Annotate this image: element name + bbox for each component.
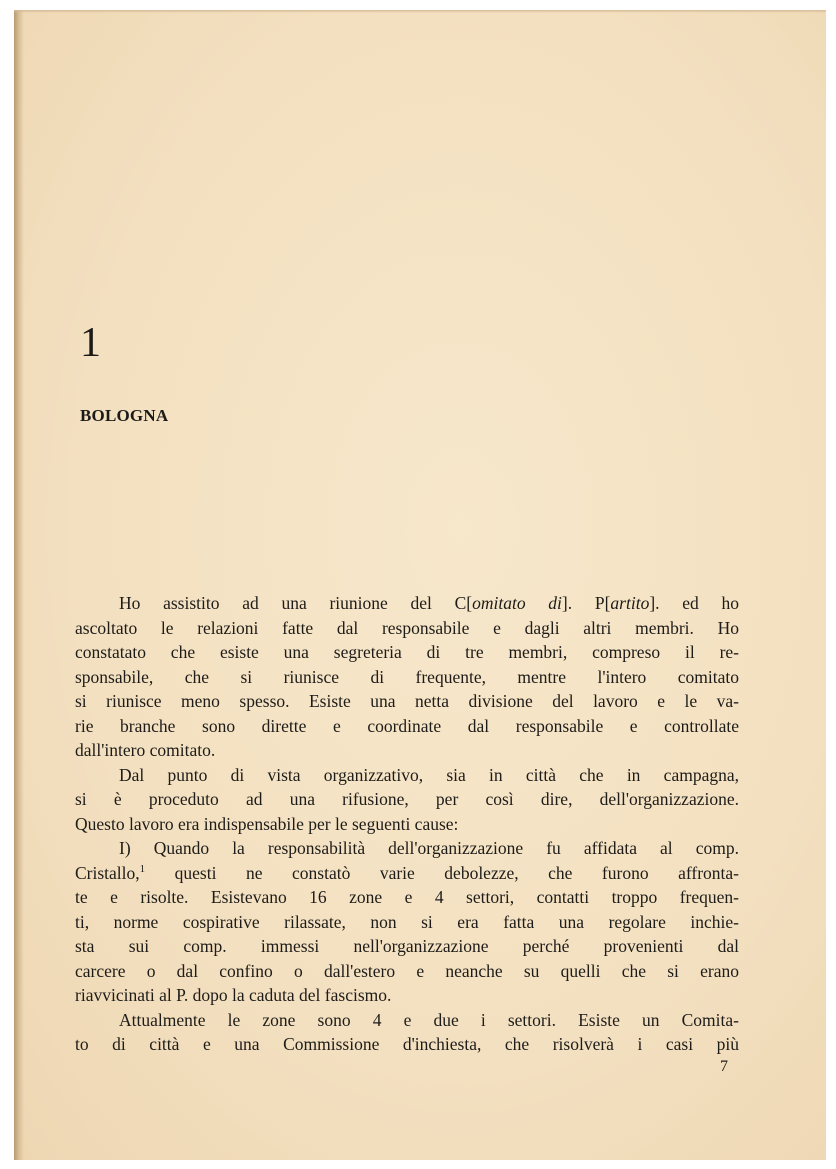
text-segment: si riunisce meno spesso. Esiste una netta divisione del lavoro e le va-	[75, 691, 739, 711]
text-segment: riavvicinati al P. dopo la caduta del fascismo.	[75, 985, 392, 1005]
text-segment: Ho assistito ad una riunione del C[	[119, 593, 473, 613]
text-line	[75, 1032, 739, 1057]
text-segment: constatato che esiste una segreteria di tre membri, compreso il re-	[75, 642, 739, 662]
text-line	[75, 910, 739, 935]
binding-shadow	[14, 10, 24, 1160]
text-segment: rie branche sono dirette e coordinate dal responsabile e controllate	[75, 715, 739, 736]
text-segment: ti, norme cospirative rilassate, non si era fatta una regolare inchie-	[75, 911, 739, 932]
text-segment: te e risolte. Esistevano 16 zone e 4 settori, contatti troppo frequen-	[75, 887, 739, 907]
text-segment: sponsabile, che si riunisce di frequente, mentre l'intero comitato	[75, 666, 739, 687]
text-line	[75, 983, 739, 1008]
chapter-title: BOLOGNA	[80, 406, 169, 425]
text-line	[75, 640, 739, 665]
italic-text: omitato di	[472, 593, 562, 613]
text-line	[75, 787, 739, 812]
text-segment: to di città e una Commissione d'inchiesta, che risolverà i casi più	[75, 1034, 739, 1054]
text-segment: Cristallo,	[75, 862, 140, 883]
text-line	[75, 714, 739, 739]
chapter-number: 1	[80, 320, 101, 366]
text-segment: dall'intero comitato.	[75, 740, 216, 760]
text-line	[75, 934, 739, 959]
text-line	[75, 836, 739, 861]
text-line	[75, 812, 739, 837]
text-segment: Attualmente le zone sono 4 e due i settori. Esiste un Comita-	[119, 1009, 739, 1030]
text-line	[75, 738, 739, 763]
text-line	[75, 616, 739, 641]
text-segment: questi ne constatò varie debolezze, che furono affronta-	[145, 862, 739, 883]
page-number: 7	[720, 1058, 728, 1075]
text-segment: Dal punto di vista organizzativo, sia in città che in campagna,	[119, 764, 739, 785]
text-segment: si è proceduto ad una rifusione, per così dire, dell'organizzazione.	[75, 789, 739, 809]
text-segment: ]. ed ho	[649, 593, 739, 613]
text-line	[75, 591, 739, 616]
text-segment: ascoltato le relazioni fatte dal responsabile e dagli altri membri. Ho	[75, 617, 739, 638]
paragraph	[75, 763, 739, 837]
text-segment: Questo lavoro era indispensabile per le seguenti cause:	[75, 813, 459, 834]
italic-text: artito	[610, 593, 650, 613]
paragraph	[75, 836, 739, 1008]
text-segment: carcere o dal confino o dall'estero e neanche su quelli che si erano	[75, 960, 739, 981]
paragraph	[75, 591, 739, 763]
text-line	[75, 861, 739, 886]
text-line	[75, 885, 739, 910]
book-page	[14, 10, 826, 1160]
body-text	[75, 591, 739, 1057]
paragraph	[75, 1008, 739, 1057]
text-line	[75, 959, 739, 984]
text-line	[75, 1008, 739, 1033]
text-line	[75, 665, 739, 690]
text-line	[75, 689, 739, 714]
text-line	[75, 763, 739, 788]
text-segment: sta sui comp. immessi nell'organizzazione perché provenienti dal	[75, 936, 739, 956]
text-segment: I) Quando la responsabilità dell'organizzazione fu affidata al comp.	[119, 838, 739, 858]
page-top-edge	[14, 10, 826, 13]
text-segment: ]. P[	[561, 593, 611, 613]
footnote-marker: 1	[139, 862, 146, 875]
